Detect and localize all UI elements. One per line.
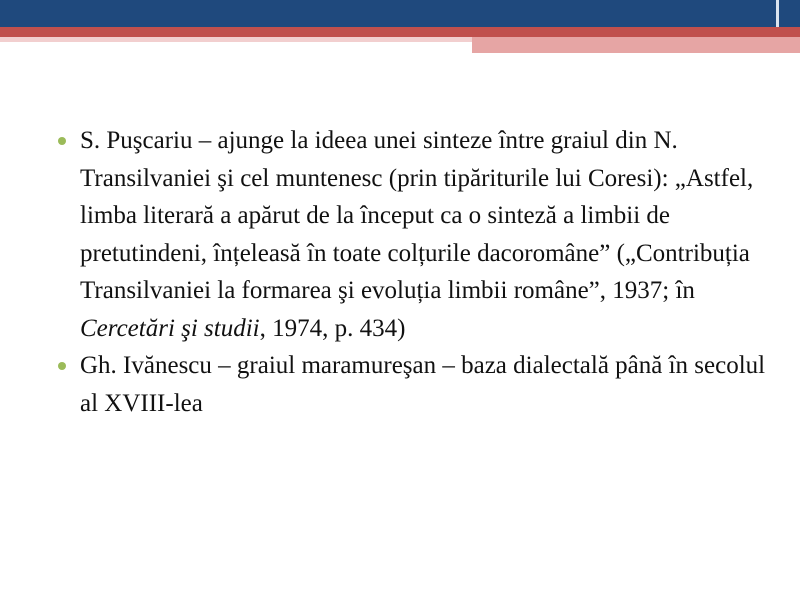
- header-band-navy: [0, 0, 770, 27]
- bullet-item-ivanescu: [56, 347, 766, 422]
- slide-content: [56, 122, 766, 422]
- bullet-item-puscariu: [56, 122, 766, 347]
- bullet-icon: [58, 362, 66, 370]
- header-band-red-light: [472, 37, 800, 53]
- header-band-gap: [776, 0, 779, 27]
- header-band-navy-right: [770, 0, 800, 27]
- bullet-text-part2: , 1974, p. 434): [259, 314, 406, 342]
- bullet-text: Gh. Ivănescu – graiul maramureşan – baza dialectală până în secolul al XVIII-lea: [80, 352, 766, 417]
- bullet-icon: [58, 137, 66, 145]
- bullet-list: [56, 122, 766, 422]
- header-band-pink: [0, 37, 472, 42]
- bullet-text-italic: Cercetări şi studii: [80, 314, 260, 342]
- bullet-text-part1: S. Puşcariu – ajunge la ideea unei sinteze între graiul din N. Transilvaniei şi cel muntenesc (prin tipăriturile lui Coresi): „Astfel, limba literară a apărut de la început ca o sinteză a limbii de pretutindeni, înțeleasă în toate colțurile dacoromâne” („Contribuția Transilvaniei la formarea şi evoluția limbii române”, 1937; în: [80, 127, 754, 304]
- header-band-red: [0, 27, 800, 37]
